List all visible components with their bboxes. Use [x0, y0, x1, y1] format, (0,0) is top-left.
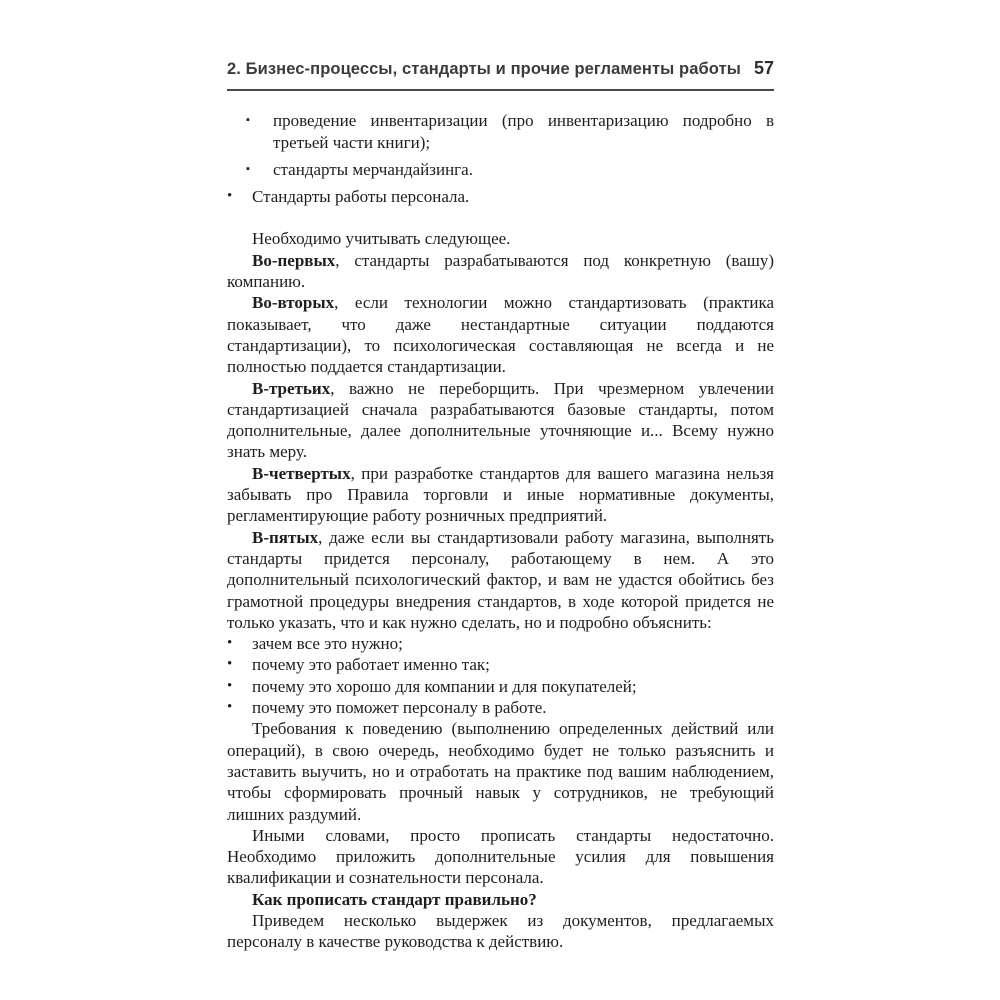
paragraph-in-other-words: Иными словами, просто прописать стандарты недостаточно. Необходимо приложить дополнительные усилия для повышения квалификации и сознательности персонала.	[227, 825, 774, 888]
paragraph-thirdly	[227, 378, 774, 463]
list-item-text: почему это работает именно так;	[252, 655, 490, 675]
list-item-text: проведение инвентаризации (про инвентаризацию подробно в третьей части книги);	[273, 111, 774, 152]
lead-in-bold: В-четвертых	[252, 463, 351, 483]
list-item-text: зачем все это нужно;	[252, 634, 403, 654]
round-bullet-icon: •	[227, 699, 233, 716]
how-to-heading: Как прописать стандарт правильно?	[252, 889, 537, 909]
paragraph-closing: Приведем несколько выдержек из документов, предлагаемых персоналу в качестве руководства к действию.	[227, 910, 774, 952]
page-number: 57	[753, 58, 774, 78]
lead-in-bold: Во-вторых	[252, 293, 335, 313]
list-item	[227, 633, 774, 654]
list-item-text: почему это поможет персоналу в работе.	[252, 698, 547, 718]
list-item	[227, 676, 774, 697]
explain-list	[227, 633, 774, 718]
round-bullet-icon: •	[227, 677, 233, 694]
paragraph-text: , если технологии можно стандартизовать (практика показывает, что даже нестандартные ситуации поддаются стандартизации), то психологическая составляющая не всегда и не полностью поддается стандартизации.	[227, 293, 774, 377]
running-header	[227, 58, 774, 91]
chapter-title: 2. Бизнес-процессы, стандарты и прочие регламенты работы	[227, 60, 741, 78]
paragraph-fourthly	[227, 463, 774, 527]
list-item	[227, 110, 774, 153]
list-item	[227, 159, 774, 180]
list-item-text: почему это хорошо для компании и для покупателей;	[252, 676, 637, 696]
paragraph-text: , важно не переборщить. При чрезмерном увлечении стандартизацией сначала разрабатываются базовые стандарты, потом дополнительные, далее дополнительные уточняющие и... Всему нужно знать меру.	[227, 378, 774, 462]
paragraph-firstly	[227, 250, 774, 293]
square-bullet-icon: ▪	[246, 114, 250, 127]
paragraph-intro: Необходимо учитывать следующее.	[252, 229, 511, 249]
paragraph-requirements: Требования к поведению (выполнению определенных действий или операций), в свою очередь, необходимо будет не только разъяснить и заставить выучить, но и отработать на практике под вашим наблюдением, чтобы сформировать прочный навык у сотрудников, не требующий лишних раздумий.	[227, 719, 774, 824]
square-bullet-icon: ▪	[246, 162, 250, 175]
lead-in-bold: В-пятых	[252, 527, 319, 547]
round-bullet-icon: •	[227, 635, 233, 652]
round-bullet-icon: •	[227, 188, 233, 205]
page-body	[227, 110, 774, 952]
list-item-text: Стандарты работы персонала.	[252, 187, 470, 207]
paragraph-secondly	[227, 292, 774, 377]
book-page	[227, 58, 774, 953]
paragraph-text: , при разработке стандартов для вашего магазина нельзя забывать про Правила торговли и иные нормативные документы, регламентирующие работу розничных предприятий.	[227, 463, 774, 526]
round-bullet-icon: •	[227, 656, 233, 673]
list-item-text: стандарты мерчандайзинга.	[273, 159, 473, 179]
list-item	[227, 186, 774, 207]
paragraph-text: , даже если вы стандартизовали работу магазина, выполнять стандарты придется персоналу, работающему в нем. А это дополнительный психологический фактор, и вам не удастся обойтись без грамотной процедуры внедрения стандартов, в ходе которой придется не только указать, что и как нужно сделать, но и подробно объяснить:	[227, 527, 774, 632]
lead-in-bold: Во-первых	[252, 250, 336, 270]
list-item	[227, 697, 774, 718]
paragraph-fifthly	[227, 527, 774, 633]
lead-in-bold: В-третьих	[252, 378, 331, 398]
list-item	[227, 654, 774, 675]
paragraph-text: , стандарты разрабатываются под конкретную (вашу) компанию.	[227, 250, 774, 292]
